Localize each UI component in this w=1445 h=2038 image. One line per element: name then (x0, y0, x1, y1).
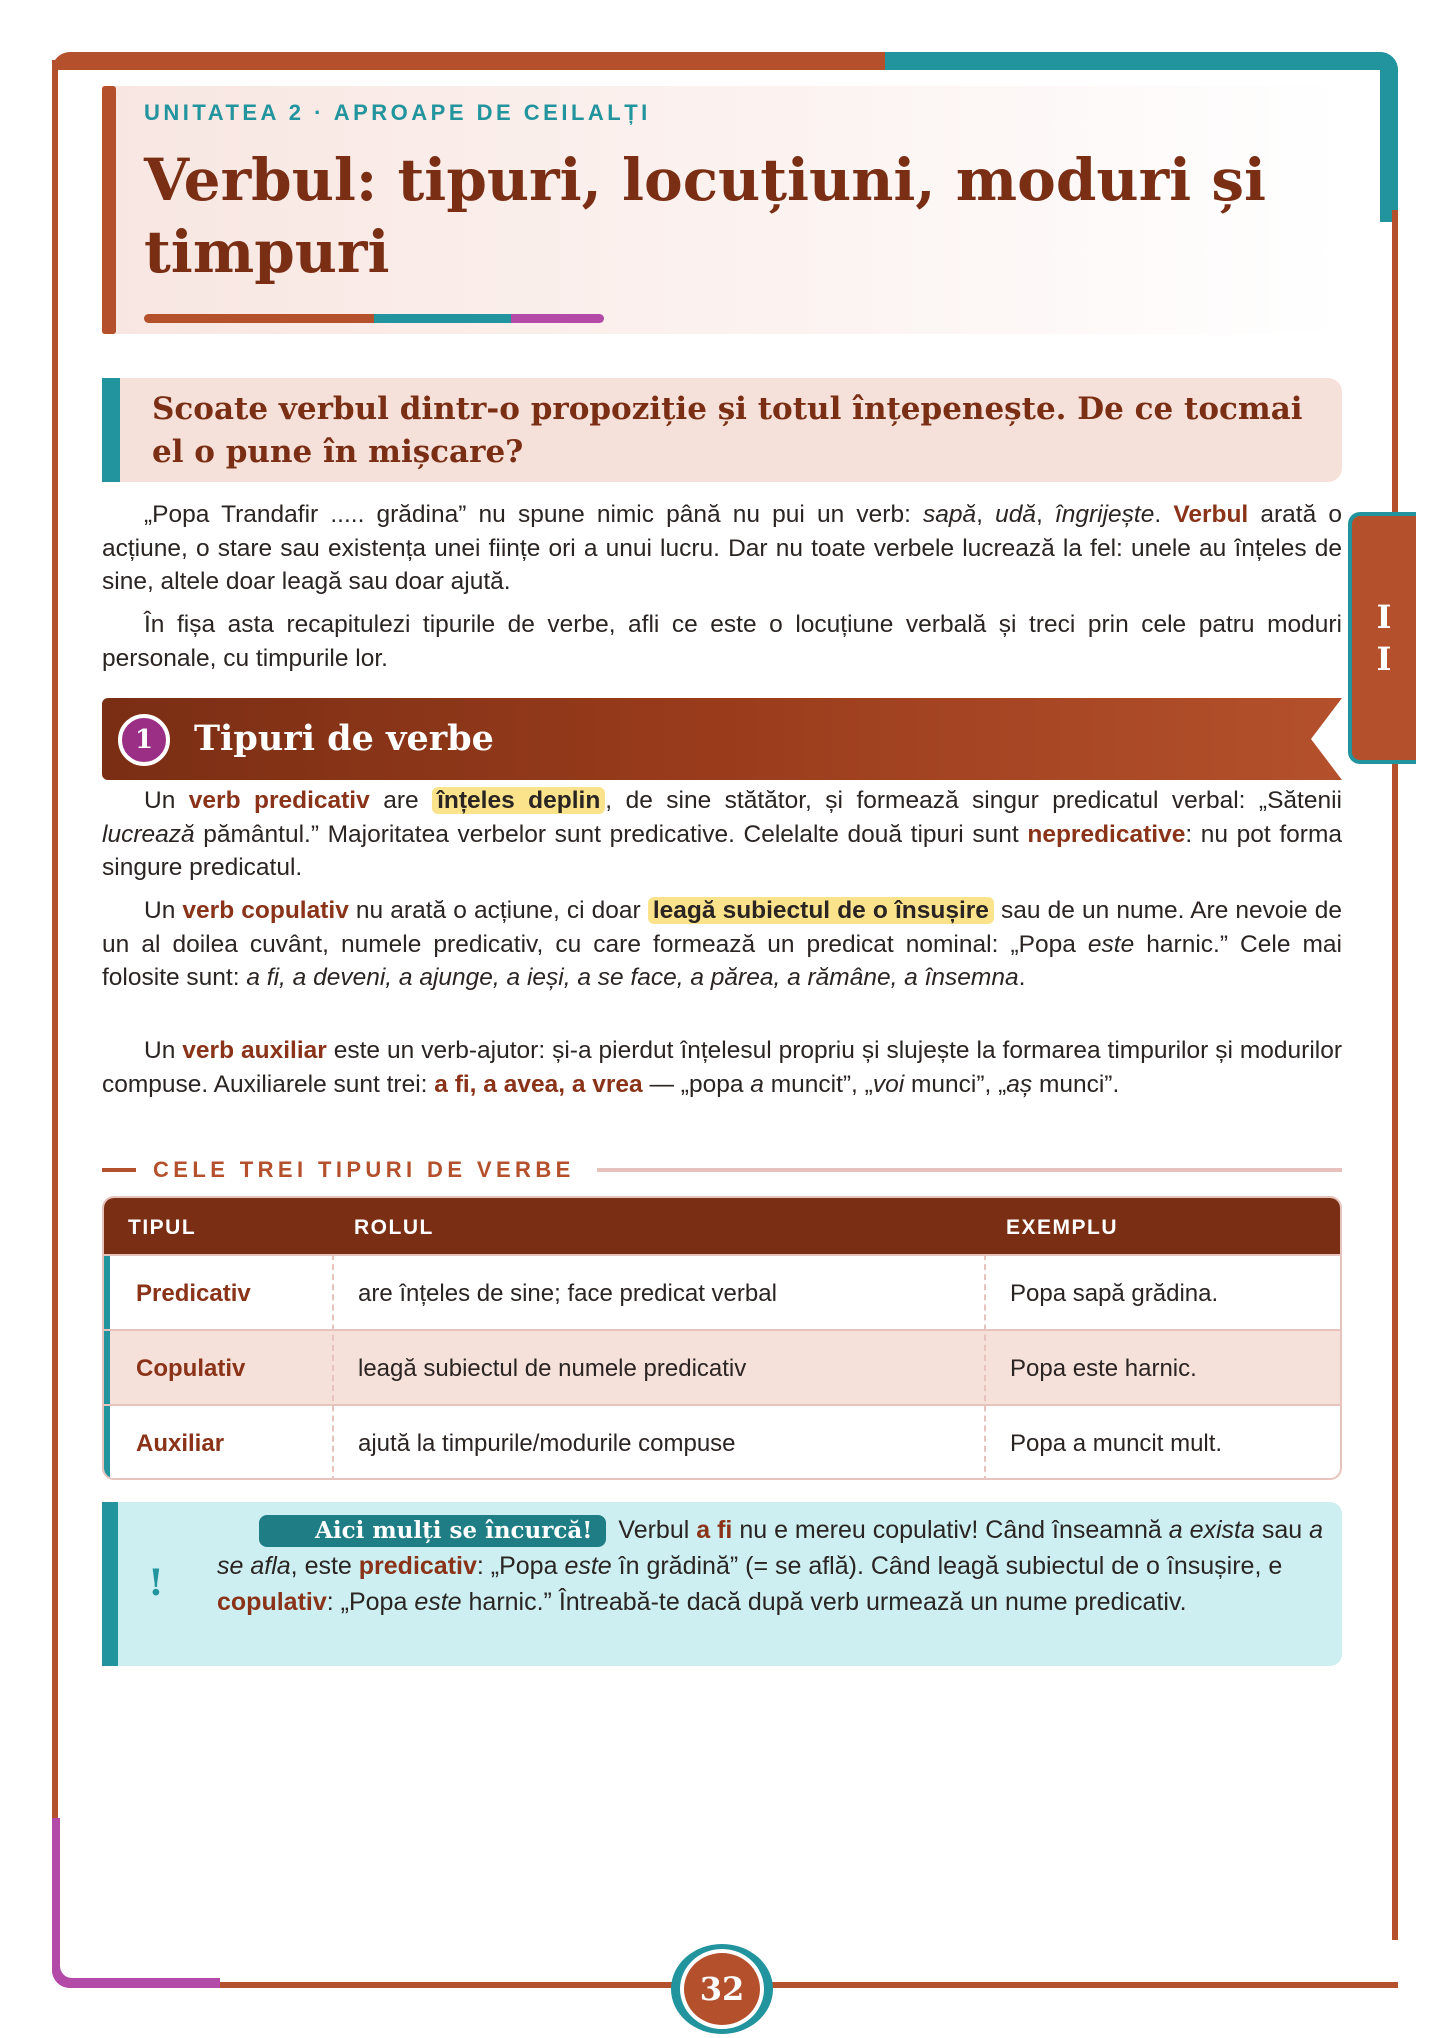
side-tab-letter: I (1376, 598, 1392, 636)
table-row (104, 1404, 1340, 1479)
frame-bottom-rust (200, 1982, 1398, 1988)
row-accent-bar (104, 1331, 110, 1404)
key-term: verb copulativ (182, 897, 349, 924)
table-row (104, 1329, 1340, 1404)
highlighted-phrase: leagă subiectul de o însușire (648, 897, 994, 924)
page-number: 32 (680, 1949, 764, 2029)
row-accent-bar (104, 1256, 110, 1329)
unit-side-tab[interactable] (1348, 512, 1416, 764)
warning-badge: Aici mulți se încurcă! (259, 1515, 606, 1547)
table-cell-example: Popa sapă grădina. (1010, 1280, 1219, 1307)
unit-kicker: UNITATEA 2 · APROAPE DE CEILALȚI (144, 100, 651, 125)
table-label: CELE TREI TIPURI DE VERBE (153, 1157, 575, 1182)
table-cell-example: Popa este harnic. (1010, 1355, 1197, 1382)
row-accent-bar (104, 1406, 110, 1479)
table-header-row (104, 1198, 1340, 1254)
warning-text: Aici mulți se încurcă! Verbul a fi nu e mereu copulativ! Când înseamnă a exista sau a se afla, este predicativ: „Popa este în grădină” (= se află). Când leagă subiectul de o însușire, e copulativ: „Popa este harnic.” Întreabă-te dacă după verb urmează un nume predicativ. (217, 1516, 1324, 1616)
verb-types-table (102, 1196, 1342, 1480)
table-cell-type: Copulativ (136, 1355, 246, 1382)
title-underline (144, 314, 604, 323)
table-header-cell: EXEMPLU (1006, 1216, 1119, 1239)
warning-accent-bar (102, 1502, 118, 1666)
copulative-paragraph: Un verb copulativ nu arată o acțiune, ci doar leagă subiectul de o însușire sau de un nume. Are nevoie de un al doilea cuvânt, numele predicativ, cu care formează un predicat nominal: „Popa este harnic.” Cele mai folosite sunt: a fi, a deveni, a ajunge, a ieși, a se face, a părea, a rămâne, a însemna. (102, 897, 1342, 991)
frame-right-rust (1392, 210, 1398, 1940)
auxiliary-paragraph: Un verb auxiliar este un verb-ajutor: și-a pierdut înțelesul propriu și slujește la formarea timpurilor și modurilor compuse. Auxiliarele sunt trei: a fi, a avea, a vrea — „popa a muncit”, „voi munci”, „aș munci”. (102, 1037, 1342, 1098)
table-cell-role: are înțeles de sine; face predicat verbal (358, 1280, 777, 1307)
key-term: a fi, a avea, a vrea (434, 1070, 643, 1098)
column-divider (984, 1254, 986, 1480)
table-label-rule-left (102, 1168, 136, 1172)
key-term: verb auxiliar (182, 1037, 327, 1064)
key-term: verb predicativ (188, 787, 370, 814)
table-cell-example: Popa a muncit mult. (1010, 1430, 1223, 1457)
table-header-cell: ROLUL (354, 1216, 434, 1239)
frame-left-rust (52, 60, 58, 1820)
frame-top-rust (52, 52, 890, 70)
highlighted-phrase: înțeles deplin (432, 787, 605, 814)
frame-right-teal (1380, 52, 1398, 222)
predicative-paragraph: Un verb predicativ are înțeles deplin , de sine stătător, și formează singur predicatul verbal: „Sătenii lucrează pământul.” Majoritatea verbelor sunt predicative. Celelalte două tipuri sunt nepredicative: nu pot forma singure predicatul. (102, 787, 1343, 881)
frame-top-teal (885, 52, 1398, 70)
side-tab-letter: I (1376, 640, 1392, 678)
underline-rust-segment (144, 314, 374, 323)
title-accent-bar (102, 86, 116, 334)
page-title: Verbul: tipuri, locuțiuni, moduri și timpuri (144, 146, 1267, 286)
column-divider (332, 1254, 334, 1480)
underline-teal-segment (374, 314, 511, 323)
table-header-cell: TIPUL (128, 1216, 197, 1239)
question-text: Scoate verbul dintr-o propoziție și totul înțepenește. De ce tocmai el o pune în mișcare? (152, 391, 1303, 470)
intro-paragraph-1: „Popa Trandafir ..... grădina” nu spune nimic până nu pui un verb: sapă, udă, îngrijește. Verbul arată o acțiune, o stare sau existența unei ființe ori a unui lucru. Dar nu toate verbele lucrează la fel: unele au înțeles de sine, altele doar leagă sau doar ajută. (102, 501, 1342, 595)
key-term: nepredicative (1027, 820, 1186, 848)
section-title: Tipuri de verbe (194, 718, 494, 759)
key-term: predicativ (358, 1552, 477, 1580)
question-accent-bar (102, 378, 120, 482)
table-cell-role: ajută la timpurile/modurile compuse (358, 1430, 736, 1457)
key-term: Verbul (1173, 501, 1249, 528)
table-row (104, 1254, 1340, 1329)
underline-magenta-segment (511, 314, 604, 323)
key-term: copulativ (217, 1588, 327, 1616)
table-label-rule-right (597, 1168, 1342, 1172)
key-term: a fi (696, 1516, 733, 1544)
intro-paragraph-2: În fișa asta recapitulezi tipurile de verbe, afli ce este o locuțiune verbală și treci prin cele patru moduri personale, cu timpurile lor. (102, 611, 1342, 672)
table-cell-type: Predicativ (136, 1280, 251, 1307)
page-sheet (60, 70, 1380, 1978)
exclamation-icon: ! (148, 1562, 164, 1604)
table-cell-type: Auxiliar (136, 1430, 225, 1457)
table-cell-role: leagă subiectul de numele predicativ (358, 1355, 747, 1382)
section-number-badge: 1 (118, 714, 170, 766)
